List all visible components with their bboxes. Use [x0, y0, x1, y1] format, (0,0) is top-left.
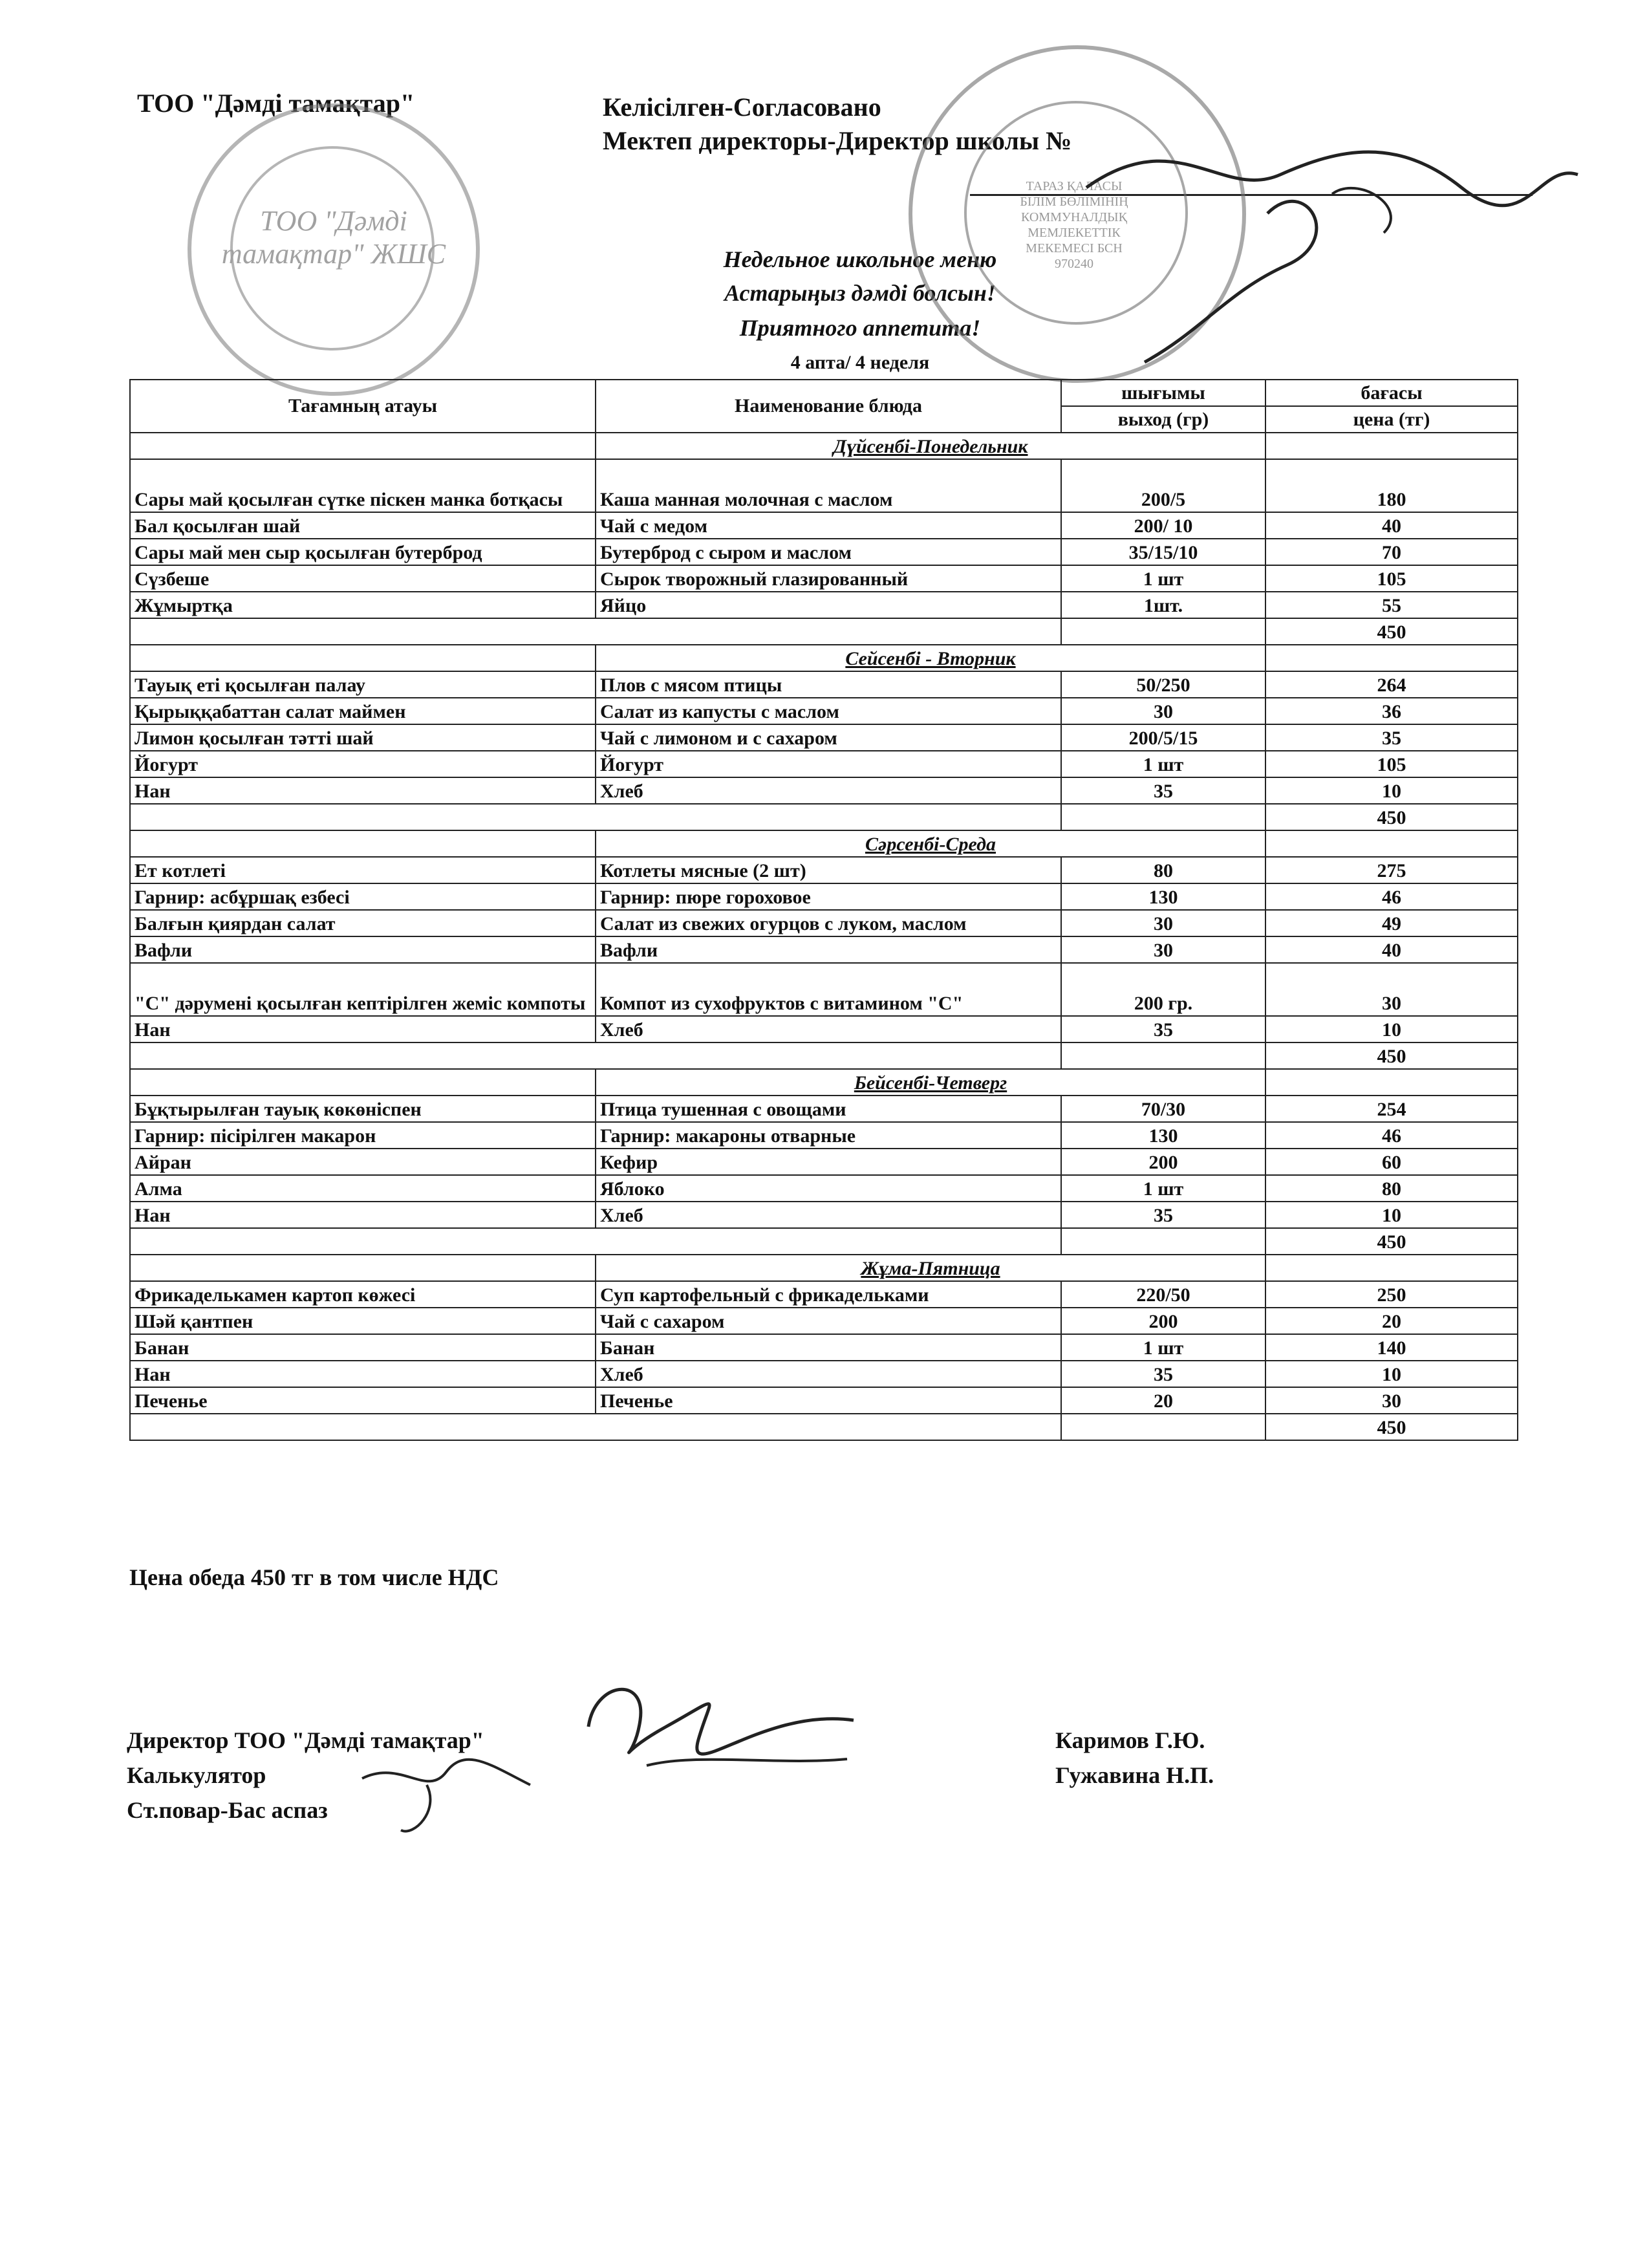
dish-output: 200 гр. — [1061, 963, 1265, 1016]
dish-name-kz: Сары май мен сыр қосылған бутерброд — [130, 539, 596, 565]
dish-name-ru: Гарнир: пюре гороховое — [596, 883, 1061, 910]
dish-output: 50/250 — [1061, 671, 1265, 698]
dish-row — [130, 1149, 1518, 1175]
dish-name-ru: Гарнир: макароны отварные — [596, 1122, 1061, 1149]
menu-body — [130, 433, 1518, 1440]
dish-output: 1шт. — [1061, 592, 1265, 618]
dish-name-ru: Печенье — [596, 1387, 1061, 1414]
day-row — [130, 645, 1518, 671]
dish-output: 35 — [1061, 1202, 1265, 1228]
dish-row — [130, 1387, 1518, 1414]
dish-row — [130, 1334, 1518, 1361]
dish-price: 40 — [1265, 512, 1518, 539]
dish-row — [130, 1281, 1518, 1308]
dish-name-ru: Вафли — [596, 936, 1061, 963]
dish-price: 254 — [1265, 1096, 1518, 1122]
dish-output: 200/ 10 — [1061, 512, 1265, 539]
dish-price: 46 — [1265, 1122, 1518, 1149]
day-total-row — [130, 1228, 1518, 1255]
dish-row — [130, 857, 1518, 883]
dish-price: 180 — [1265, 459, 1518, 512]
dish-price: 80 — [1265, 1175, 1518, 1202]
dish-row — [130, 1202, 1518, 1228]
dish-name-ru: Хлеб — [596, 1202, 1061, 1228]
day-total: 450 — [1265, 1228, 1518, 1255]
dish-output: 30 — [1061, 936, 1265, 963]
dish-output: 35 — [1061, 1361, 1265, 1387]
dish-name-ru: Чай с медом — [596, 512, 1061, 539]
dish-price: 275 — [1265, 857, 1518, 883]
day-name: Жұма-Пятница — [596, 1255, 1265, 1281]
dish-name-kz: Печенье — [130, 1387, 596, 1414]
day-name: Бейсенбі-Четверг — [596, 1069, 1265, 1096]
dish-name-ru: Кефир — [596, 1149, 1061, 1175]
dish-output: 200 — [1061, 1308, 1265, 1334]
dish-price: 10 — [1265, 1202, 1518, 1228]
col-price-ru: цена (тг) — [1265, 406, 1518, 433]
dish-name-kz: Тауық еті қосылған палау — [130, 671, 596, 698]
director-label: Директор ТОО "Дәмді тамақтар" — [127, 1727, 484, 1753]
dish-output: 220/50 — [1061, 1281, 1265, 1308]
day-total: 450 — [1265, 1414, 1518, 1440]
dish-price: 30 — [1265, 1387, 1518, 1414]
dish-row — [130, 698, 1518, 724]
dish-name-kz: Балғын қиярдан салат — [130, 910, 596, 936]
dish-row — [130, 883, 1518, 910]
dish-row — [130, 963, 1518, 1016]
dish-name-ru: Птица тушенная с овощами — [596, 1096, 1061, 1122]
dish-name-ru: Хлеб — [596, 1361, 1061, 1387]
dish-name-kz: Гарнир: асбұршақ езбесі — [130, 883, 596, 910]
dish-row — [130, 1361, 1518, 1387]
dish-row — [130, 539, 1518, 565]
day-total: 450 — [1265, 1042, 1518, 1069]
dish-name-ru: Яблоко — [596, 1175, 1061, 1202]
company-name: ТОО "Дәмді тамақтар" — [137, 89, 415, 118]
day-row — [130, 1255, 1518, 1281]
dish-row — [130, 910, 1518, 936]
dish-name-kz: Алма — [130, 1175, 596, 1202]
dish-price: 10 — [1265, 1016, 1518, 1042]
dish-price: 105 — [1265, 565, 1518, 592]
dish-output: 200/5 — [1061, 459, 1265, 512]
school-stamp-text: ТАРАЗ ҚАЛАСЫ БІЛІМ БӨЛІМІНІҢ КОММУНАЛДЫҚ МЕМЛЕКЕТТІК МЕКЕМЕСІ БСН 970240 — [1020, 179, 1128, 271]
dish-row — [130, 1308, 1518, 1334]
dish-output: 30 — [1061, 910, 1265, 936]
dish-price: 40 — [1265, 936, 1518, 963]
dish-price: 30 — [1265, 963, 1518, 1016]
dish-output: 30 — [1061, 698, 1265, 724]
dish-row — [130, 459, 1518, 512]
dish-price: 46 — [1265, 883, 1518, 910]
dish-name-ru: Плов с мясом птицы — [596, 671, 1061, 698]
week-label: 4 апта/ 4 неделя — [790, 352, 930, 373]
dish-price: 60 — [1265, 1149, 1518, 1175]
dish-name-kz: Гарнир: пісірілген макарон — [130, 1122, 596, 1149]
dish-name-ru: Каша манная молочная с маслом — [596, 459, 1061, 512]
dish-name-ru: Салат из капусты с маслом — [596, 698, 1061, 724]
dish-output: 35 — [1061, 777, 1265, 804]
company-stamp — [188, 103, 480, 396]
day-total-row — [130, 1042, 1518, 1069]
dish-name-ru: Йогурт — [596, 751, 1061, 777]
dish-output: 130 — [1061, 883, 1265, 910]
menu-table — [129, 379, 1518, 1441]
dish-price: 10 — [1265, 777, 1518, 804]
dish-name-kz: Фрикаделькамен картоп көжесі — [130, 1281, 596, 1308]
dish-row — [130, 671, 1518, 698]
dish-name-ru: Хлеб — [596, 1016, 1061, 1042]
dish-output: 1 шт — [1061, 565, 1265, 592]
dish-name-kz: Бұқтырылған тауық көкөніспен — [130, 1096, 596, 1122]
day-total-row — [130, 804, 1518, 830]
dish-row — [130, 936, 1518, 963]
dish-name-ru: Банан — [596, 1334, 1061, 1361]
dish-name-ru: Сырок творожный глазированный — [596, 565, 1061, 592]
dish-row — [130, 512, 1518, 539]
calculator-name: Гужавина Н.П. — [1055, 1762, 1214, 1788]
day-total-row — [130, 1414, 1518, 1440]
dish-price: 49 — [1265, 910, 1518, 936]
dish-price: 105 — [1265, 751, 1518, 777]
agreed-line-2: Мектеп директоры-Директор школы № — [603, 126, 1072, 155]
day-name: Сәрсенбі-Среда — [596, 830, 1265, 857]
dish-price: 140 — [1265, 1334, 1518, 1361]
col-name-kz: Тағамның атауы — [130, 380, 596, 433]
dish-output: 1 шт — [1061, 1175, 1265, 1202]
dish-output: 35 — [1061, 1016, 1265, 1042]
dish-row — [130, 1096, 1518, 1122]
dish-output: 1 шт — [1061, 1334, 1265, 1361]
day-row — [130, 1069, 1518, 1096]
dish-price: 10 — [1265, 1361, 1518, 1387]
director-footer-signature — [569, 1669, 867, 1798]
dish-output: 20 — [1061, 1387, 1265, 1414]
col-output-ru: выход (гр) — [1061, 406, 1265, 433]
chef-label: Ст.повар-Бас аспаз — [127, 1797, 328, 1823]
dish-name-kz: Сары май қосылған сүтке піскен манка ботқасы — [130, 459, 596, 512]
dish-name-ru: Суп картофельный с фрикадельками — [596, 1281, 1061, 1308]
dish-name-kz: "С" дәрумені қосылған кептірілген жеміс компоты — [130, 963, 596, 1016]
calculator-label: Калькулятор — [127, 1762, 266, 1788]
dish-name-ru: Чай с лимоном и с сахаром — [596, 724, 1061, 751]
dish-price: 70 — [1265, 539, 1518, 565]
dish-price: 35 — [1265, 724, 1518, 751]
dish-row — [130, 724, 1518, 751]
dish-name-kz: Бал қосылған шай — [130, 512, 596, 539]
dish-name-kz: Нан — [130, 1361, 596, 1387]
dish-name-kz: Ет котлеті — [130, 857, 596, 883]
day-row — [130, 433, 1518, 459]
dish-row — [130, 751, 1518, 777]
day-total: 450 — [1265, 618, 1518, 645]
dish-price: 264 — [1265, 671, 1518, 698]
dish-output: 70/30 — [1061, 1096, 1265, 1122]
dish-output: 35/15/10 — [1061, 539, 1265, 565]
dish-row — [130, 565, 1518, 592]
day-name: Сейсенбі - Вторник — [596, 645, 1265, 671]
director-signature — [1009, 97, 1591, 375]
dish-name-kz: Шәй қантпен — [130, 1308, 596, 1334]
dish-row — [130, 777, 1518, 804]
dish-output: 200/5/15 — [1061, 724, 1265, 751]
price-note: Цена обеда 450 тг в том числе НДС — [129, 1564, 499, 1590]
day-name: Дүйсенбі-Понедельник — [596, 433, 1265, 459]
dish-row — [130, 592, 1518, 618]
menu-title: Недельное школьное меню — [723, 246, 997, 272]
dish-name-ru: Компот из сухофруктов с витамином "С" — [596, 963, 1061, 1016]
dish-name-kz: Йогурт — [130, 751, 596, 777]
dish-name-kz: Жұмыртқа — [130, 592, 596, 618]
day-total: 450 — [1265, 804, 1518, 830]
dish-name-kz: Нан — [130, 1202, 596, 1228]
col-output-kz: шығымы — [1061, 380, 1265, 406]
dish-name-kz: Нан — [130, 777, 596, 804]
dish-price: 36 — [1265, 698, 1518, 724]
dish-output: 200 — [1061, 1149, 1265, 1175]
dish-name-kz: Сүзбеше — [130, 565, 596, 592]
dish-name-kz: Айран — [130, 1149, 596, 1175]
dish-output: 130 — [1061, 1122, 1265, 1149]
dish-price: 20 — [1265, 1308, 1518, 1334]
col-name-ru: Наименование блюда — [596, 380, 1061, 433]
dish-output: 1 шт — [1061, 751, 1265, 777]
dish-row — [130, 1122, 1518, 1149]
dish-name-ru: Яйцо — [596, 592, 1061, 618]
day-total-row — [130, 618, 1518, 645]
dish-name-ru: Салат из свежих огурцов с луком, маслом — [596, 910, 1061, 936]
dish-name-ru: Хлеб — [596, 777, 1061, 804]
day-row — [130, 830, 1518, 857]
dish-output: 80 — [1061, 857, 1265, 883]
dish-name-kz: Вафли — [130, 936, 596, 963]
col-price-kz: бағасы — [1265, 380, 1518, 406]
menu-greeting-ru: Приятного аппетита! — [739, 315, 981, 341]
dish-name-ru: Чай с сахаром — [596, 1308, 1061, 1334]
dish-name-kz: Нан — [130, 1016, 596, 1042]
dish-name-kz: Банан — [130, 1334, 596, 1361]
dish-row — [130, 1016, 1518, 1042]
calculator-signature — [349, 1740, 543, 1843]
dish-price: 250 — [1265, 1281, 1518, 1308]
dish-name-ru: Котлеты мясные (2 шт) — [596, 857, 1061, 883]
agreed-line-1: Келісілген-Согласовано — [603, 92, 881, 122]
dish-name-ru: Бутерброд с сыром и маслом — [596, 539, 1061, 565]
dish-name-kz: Қырыққабаттан салат маймен — [130, 698, 596, 724]
dish-name-kz: Лимон қосылған тәтті шай — [130, 724, 596, 751]
company-stamp-text: ТОО "Дәмді тамақтар" ЖШС — [221, 205, 446, 270]
menu-greeting-kz: Астарыңыз дәмді болсын! — [724, 280, 996, 306]
director-name: Каримов Г.Ю. — [1055, 1727, 1205, 1753]
dish-row — [130, 1175, 1518, 1202]
dish-price: 55 — [1265, 592, 1518, 618]
